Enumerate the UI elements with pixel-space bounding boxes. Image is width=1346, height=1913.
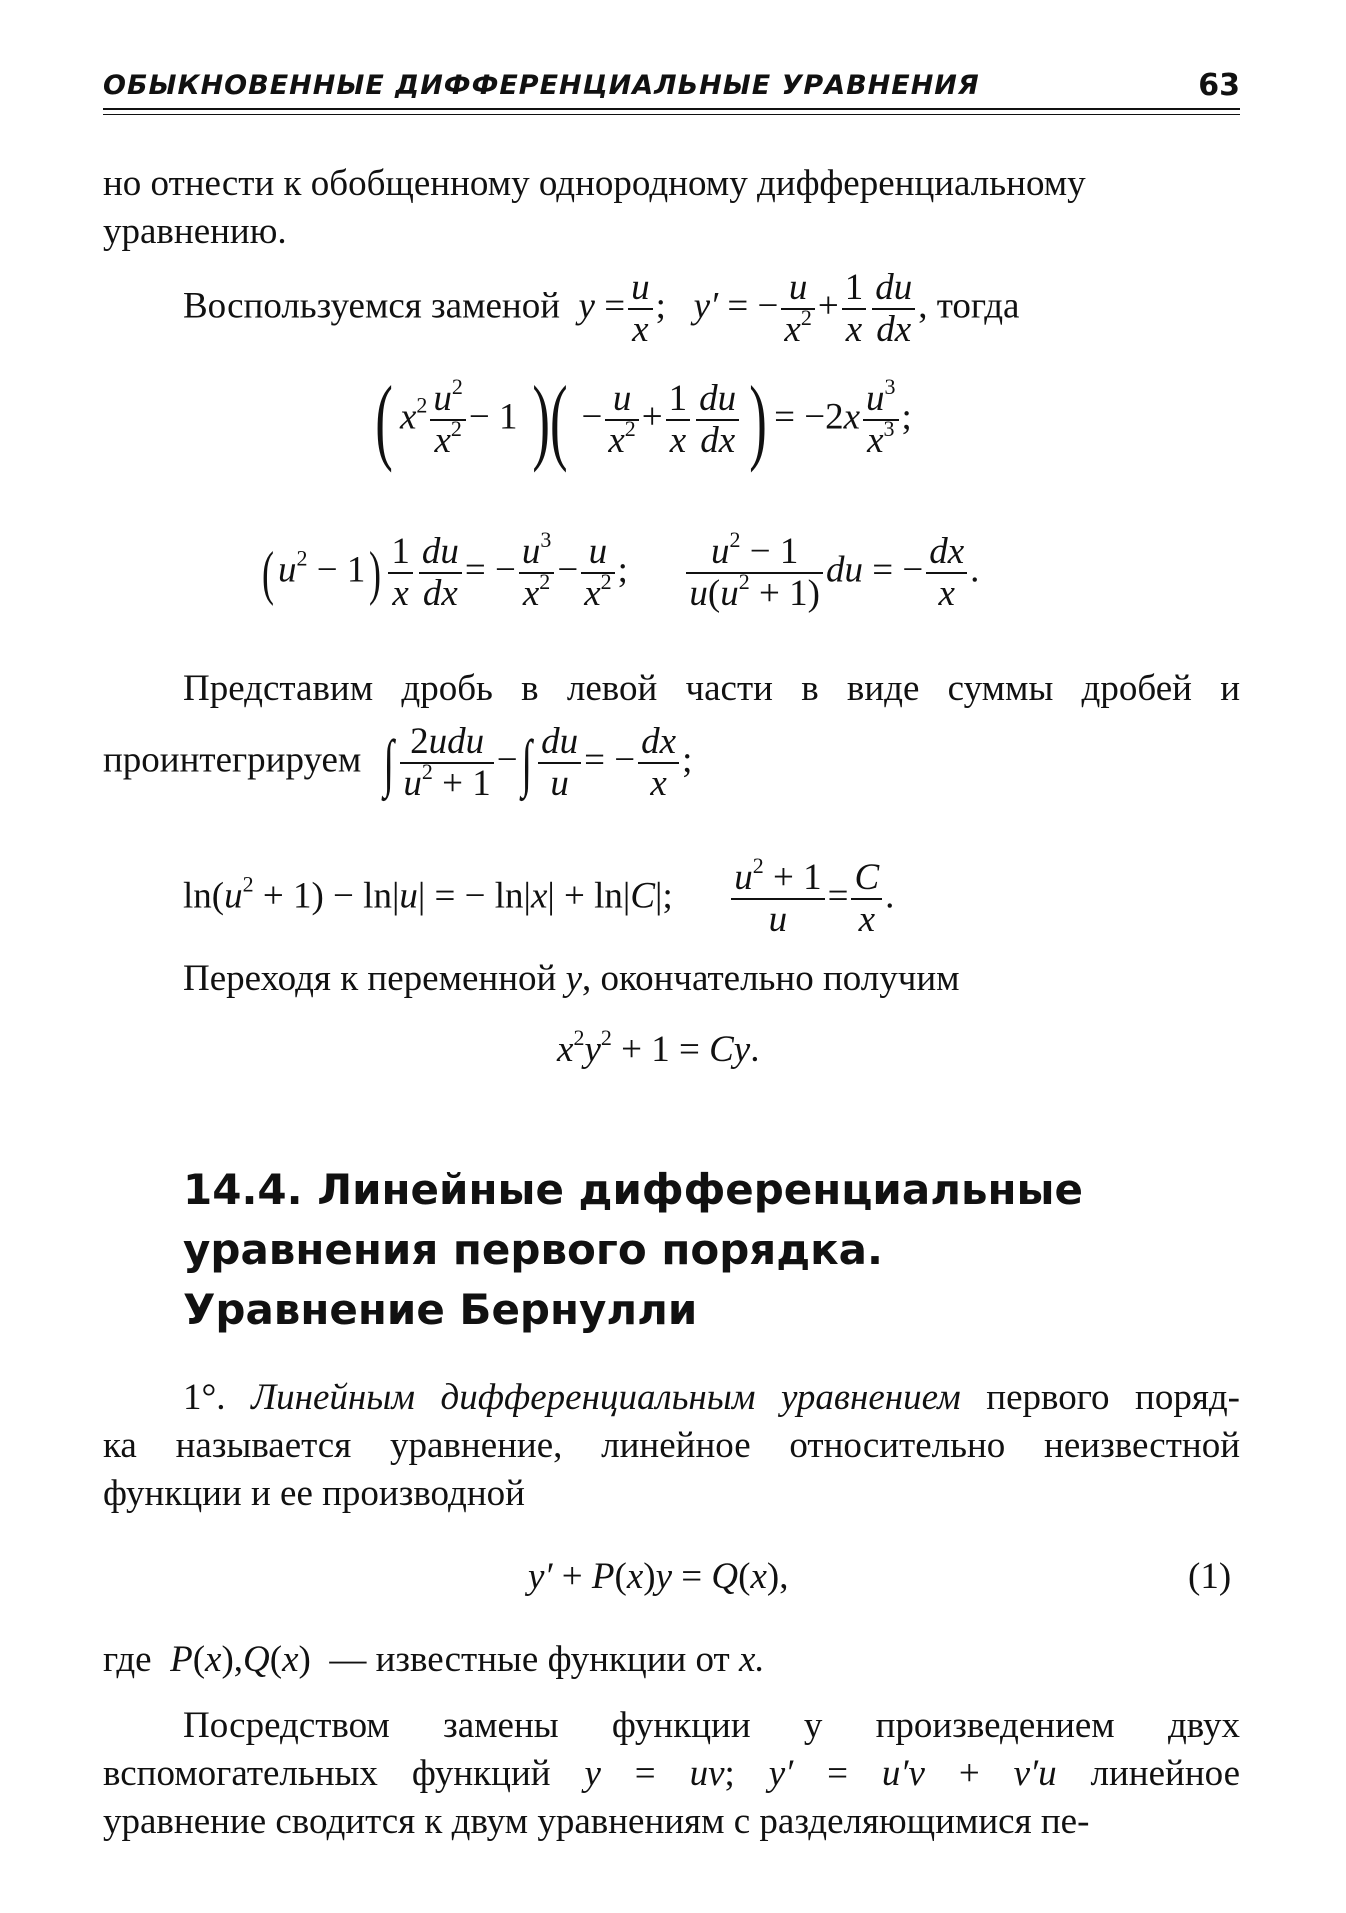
transition-var: y: [565, 958, 582, 999]
intro-line-1: но отнести к обобщенному однородному дифференциальному: [103, 163, 1086, 204]
substitution-line: Воспользуемся заменой y = $\frac{u}{x}$ ; y′ = − $\frac{u}{x^2}$ + $\frac{1}{x}$ $\frac{du}{dx}$ , тогда: [183, 267, 1020, 350]
where-var: x.: [738, 1639, 765, 1680]
definition-line-2: ка называется уравнение, линейное относительно неизвестной: [103, 1425, 1240, 1466]
fraction: $\frac{u}{x^2}$: [781, 268, 814, 350]
substitution-para-lead: вспомогательных функций: [103, 1753, 551, 1794]
header-rule-thin: [103, 114, 1240, 115]
header-rule: [103, 108, 1240, 110]
fraction: $\frac{u^3}{x^3}$: [863, 379, 899, 461]
heading-line-2: уравнения первого порядка.: [183, 1225, 883, 1274]
heading-line-3: Уравнение Бернулли: [183, 1285, 698, 1334]
fraction: $\frac{dx}{x}$: [926, 532, 967, 614]
log-equation: $\ln(u^2 + 1) - \ln|u|$ = − ln|x| + ln|C|; $\frac{u^2 + 1}{u}$ = $\frac{C}{x}$ .: [183, 853, 895, 940]
fraction: $\frac{1}{x}$: [388, 532, 413, 614]
final-equation: $x^2y^2 + 1 = Cy$.: [557, 1025, 760, 1070]
fraction: $\frac{dx}{x}$: [638, 722, 679, 804]
fraction: $\frac{C}{x}$: [851, 858, 882, 940]
equation-separated: ( $u^2 - 1$) $\frac{1}{x}$ $\frac{du}{dx}$ = − $\frac{u^3}{x^2}$ − $\frac{u}{x^2}$ ; $\frac{u^2 - 1}{u(u^2 + 1)}$ du = − $\frac{dx}{x}$ .: [261, 527, 980, 614]
integration-line: проинтегрируем ∫ $\frac{\text{2udu}}{u^2 + 1}$ −∫ $\frac{du}{u}$ = − $\frac{dx}{x}$ ;: [103, 721, 693, 804]
page-number: 63: [1198, 68, 1240, 103]
fraction: $\frac{u^3}{x^2}$: [519, 532, 555, 614]
transition-tail: , окончательно получим: [582, 958, 960, 999]
transition-text: Переходя к переменной: [183, 958, 557, 999]
integration-lead: проинтегрируем: [103, 739, 362, 781]
where-tail: — известные функции от: [329, 1639, 730, 1680]
equation-number: (1): [1188, 1556, 1232, 1597]
fraction: $\frac{du}{dx}$: [419, 532, 462, 614]
fraction: $\frac{u^2 + 1}{u}$: [731, 858, 824, 940]
fraction: $\frac{du}{dx}$: [872, 268, 915, 350]
definition-line-1: [183, 1374, 1240, 1422]
fraction: $\frac{u}{x}$: [628, 268, 653, 350]
fraction: $\frac{\text{2udu}}{u^2 + 1}$: [400, 722, 493, 804]
substitution-tail: тогда: [936, 285, 1020, 327]
section-heading: [183, 1160, 1083, 1340]
running-title: ОБЫКНОВЕННЫЕ ДИФФЕРЕНЦИАЛЬНЫЕ УРАВНЕНИЯ: [103, 70, 980, 101]
definition-term: Линейным дифференциальным уравнением: [251, 1377, 961, 1418]
fraction: $\frac{u^2}{x^2}$: [430, 379, 466, 461]
equation-substituted: ( $x^2$ $\frac{u^2}{x^2}$ − 1 )( − $\frac{u}{x^2}$ + $\frac{1}{x}$ $\frac{du}{dx}$ ) = −2x $\frac{u^3}{x^3}$ ;: [375, 366, 912, 473]
fraction: $\frac{u}{x^2}$: [605, 379, 638, 461]
fraction: $\frac{du}{u}$: [538, 722, 581, 804]
intro-line-2: уравнению.: [103, 211, 287, 252]
fraction: $\frac{u^2 - 1}{u(u^2 + 1)}$: [686, 532, 823, 614]
substitution-para-line-3: уравнение сводится к двум уравнениям с разделяющимися пе-: [103, 1801, 1090, 1842]
running-header: [103, 68, 1240, 112]
fraction: $\frac{du}{dx}$: [696, 379, 739, 461]
definition-line-3: функции и ее производной: [103, 1473, 525, 1514]
fraction: $\frac{u}{x^2}$: [581, 532, 614, 614]
fraction: $\frac{1}{x}$: [842, 268, 867, 350]
heading-line-1: 14.4. Линейные дифференциальные: [183, 1165, 1084, 1214]
transition-line: [183, 955, 960, 1003]
where-line: где P(x),Q(x) — известные функции от x.: [103, 1639, 765, 1680]
substitution-para-tail: линейное: [1090, 1753, 1241, 1794]
substitution-lead: Воспользуемся заменой: [183, 285, 561, 327]
fraction-sum-line-1: Представим дробь в левой части в виде суммы дробей и: [183, 668, 1240, 709]
substitution-para-line-2: вспомогательных функций y = uv; y′ = u′v + v′u линейное: [103, 1753, 1241, 1794]
linear-equation: y′ + P(x)y = Q(x),: [528, 1556, 789, 1597]
definition-marker: 1°.: [183, 1377, 226, 1418]
fraction: $\frac{1}{x}$: [666, 379, 691, 461]
definition-line1-tail: первого поряд-: [986, 1377, 1241, 1418]
where-lead: где: [103, 1639, 152, 1680]
substitution-para-line-1: Посредством замены функции y произведением двух: [183, 1705, 1240, 1746]
